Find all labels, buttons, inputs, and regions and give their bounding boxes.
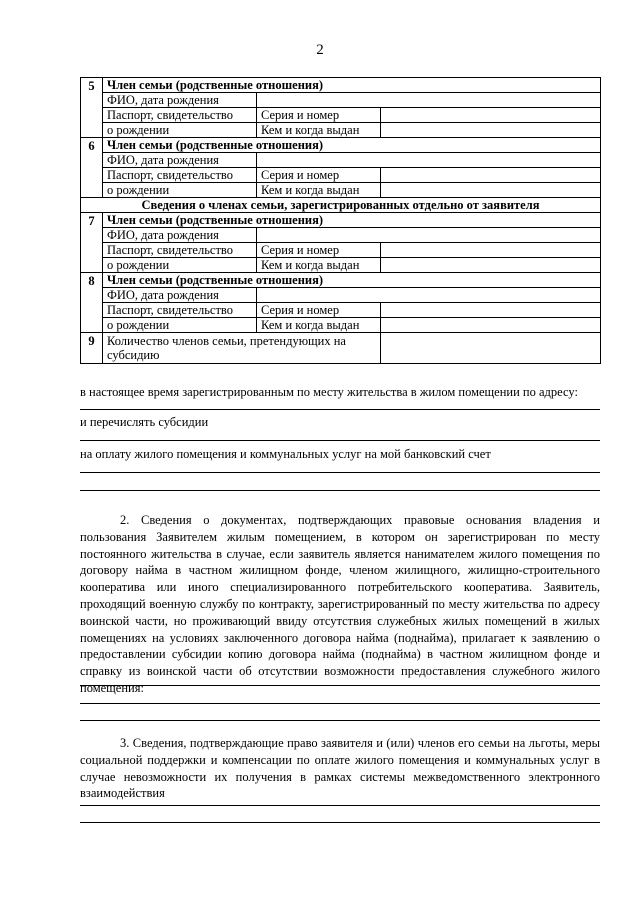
doc-label: Паспорт, свидетельство [103, 108, 257, 123]
row-number: 5 [81, 78, 103, 138]
table-row [81, 213, 601, 228]
row-number: 8 [81, 273, 103, 333]
address-line[interactable] [80, 409, 600, 410]
row-number: 7 [81, 213, 103, 273]
table-row [81, 78, 601, 93]
doc-label: Паспорт, свидетельство [103, 303, 257, 318]
issued-field[interactable] [381, 123, 601, 138]
table-row [81, 258, 601, 273]
doc-label-cont: о рождении [103, 183, 257, 198]
table-row [81, 303, 601, 318]
fio-label: ФИО, дата рождения [103, 93, 257, 108]
issued-field[interactable] [381, 183, 601, 198]
fio-field[interactable] [257, 228, 601, 243]
series-label: Серия и номер [257, 108, 381, 123]
member-label: Член семьи (родственные отношения) [103, 138, 601, 153]
transfer-text: и перечислять субсидии [80, 415, 209, 429]
section-heading: Сведения о членах семьи, зарегистрированных отдельно от заявителя [81, 198, 601, 213]
subsidy-count-label: Количество членов семьи, претендующих на субсидию [103, 333, 381, 364]
table-row [81, 138, 601, 153]
series-field[interactable] [381, 303, 601, 318]
doc-label: Паспорт, свидетельство [103, 168, 257, 183]
series-field[interactable] [381, 168, 601, 183]
doc-label-cont: о рождении [103, 318, 257, 333]
fio-field[interactable] [257, 288, 601, 303]
table-row [81, 198, 601, 213]
series-label: Серия и номер [257, 168, 381, 183]
series-label: Серия и номер [257, 243, 381, 258]
table-row [81, 288, 601, 303]
row-number: 9 [81, 333, 103, 364]
member-label: Член семьи (родственные отношения) [103, 78, 601, 93]
table-row [81, 153, 601, 168]
table-row [81, 108, 601, 123]
doc-label: Паспорт, свидетельство [103, 243, 257, 258]
table-row [81, 243, 601, 258]
table-row [81, 228, 601, 243]
issued-label: Кем и когда выдан [257, 183, 381, 198]
table-row [81, 318, 601, 333]
benefits-line-2[interactable] [80, 822, 600, 823]
table-row [81, 333, 601, 364]
member-label: Член семьи (родственные отношения) [103, 213, 601, 228]
benefits-line[interactable] [80, 805, 600, 806]
fio-field[interactable] [257, 93, 601, 108]
row-number: 6 [81, 138, 103, 198]
fio-field[interactable] [257, 153, 601, 168]
table-row [81, 123, 601, 138]
table-row [81, 183, 601, 198]
issued-label: Кем и когда выдан [257, 258, 381, 273]
page-number: 2 [316, 42, 324, 58]
series-field[interactable] [381, 108, 601, 123]
fio-label: ФИО, дата рождения [103, 288, 257, 303]
section-3-paragraph: 3. Сведения, подтверждающие право заявителя и (или) членов его семьи на льготы, меры социальной поддержки и компенсации по оплате жилого помещения и коммунальных услуг в случае невозможности их получения в рамках системы межведомственного электронного взаимодействия [80, 736, 600, 801]
doc-label-cont: о рождении [103, 123, 257, 138]
documents-line[interactable] [80, 685, 600, 686]
issued-field[interactable] [381, 258, 601, 273]
issued-label: Кем и когда выдан [257, 123, 381, 138]
table-row [81, 168, 601, 183]
series-label: Серия и номер [257, 303, 381, 318]
family-members-table [80, 77, 601, 364]
table-row [81, 93, 601, 108]
doc-label-cont: о рождении [103, 258, 257, 273]
issued-label: Кем и когда выдан [257, 318, 381, 333]
bank-account-line-2[interactable] [80, 490, 600, 491]
transfer-line[interactable] [80, 440, 600, 441]
member-label: Член семьи (родственные отношения) [103, 273, 601, 288]
series-field[interactable] [381, 243, 601, 258]
fio-label: ФИО, дата рождения [103, 228, 257, 243]
address-text: в настоящее время зарегистрированным по месту жительства в жилом помещении по адресу: [80, 385, 578, 399]
documents-line-2[interactable] [80, 703, 600, 704]
subsidy-count-field[interactable] [381, 333, 601, 364]
section-2-paragraph: 2. Сведения о документах, подтверждающих правовые основания владения и пользования Заявителем жилым помещением, в котором он зарегистрирован по месту постоянного жительства в случае, если заявитель является нанимателем жилого помещения по договору найма в частном жилищном фонде, членом жилищного, жилищно-строительного кооператива или иного специализированного потребительского кооператива. Заявитель, проходящий военную службу по контракту, зарегистрированный по месту жительства по адресу воинской части, но проживающий ввиду отсутствия служебных жилых помещений в жилых помещениях на условиях заключенного договора найма (поднайма), прилагает к заявлению о предоставлении субсидии копию договора найма (поднайма) в частном жилищном фонде и справку из воинской части об отсутствии возможности предоставления служебного жилого помещения: [80, 513, 600, 695]
issued-field[interactable] [381, 318, 601, 333]
fio-label: ФИО, дата рождения [103, 153, 257, 168]
payment-text: на оплату жилого помещения и коммунальных услуг на мой банковский счет [80, 447, 491, 461]
bank-account-line[interactable] [80, 472, 600, 473]
table-row [81, 273, 601, 288]
documents-line-3[interactable] [80, 720, 600, 721]
